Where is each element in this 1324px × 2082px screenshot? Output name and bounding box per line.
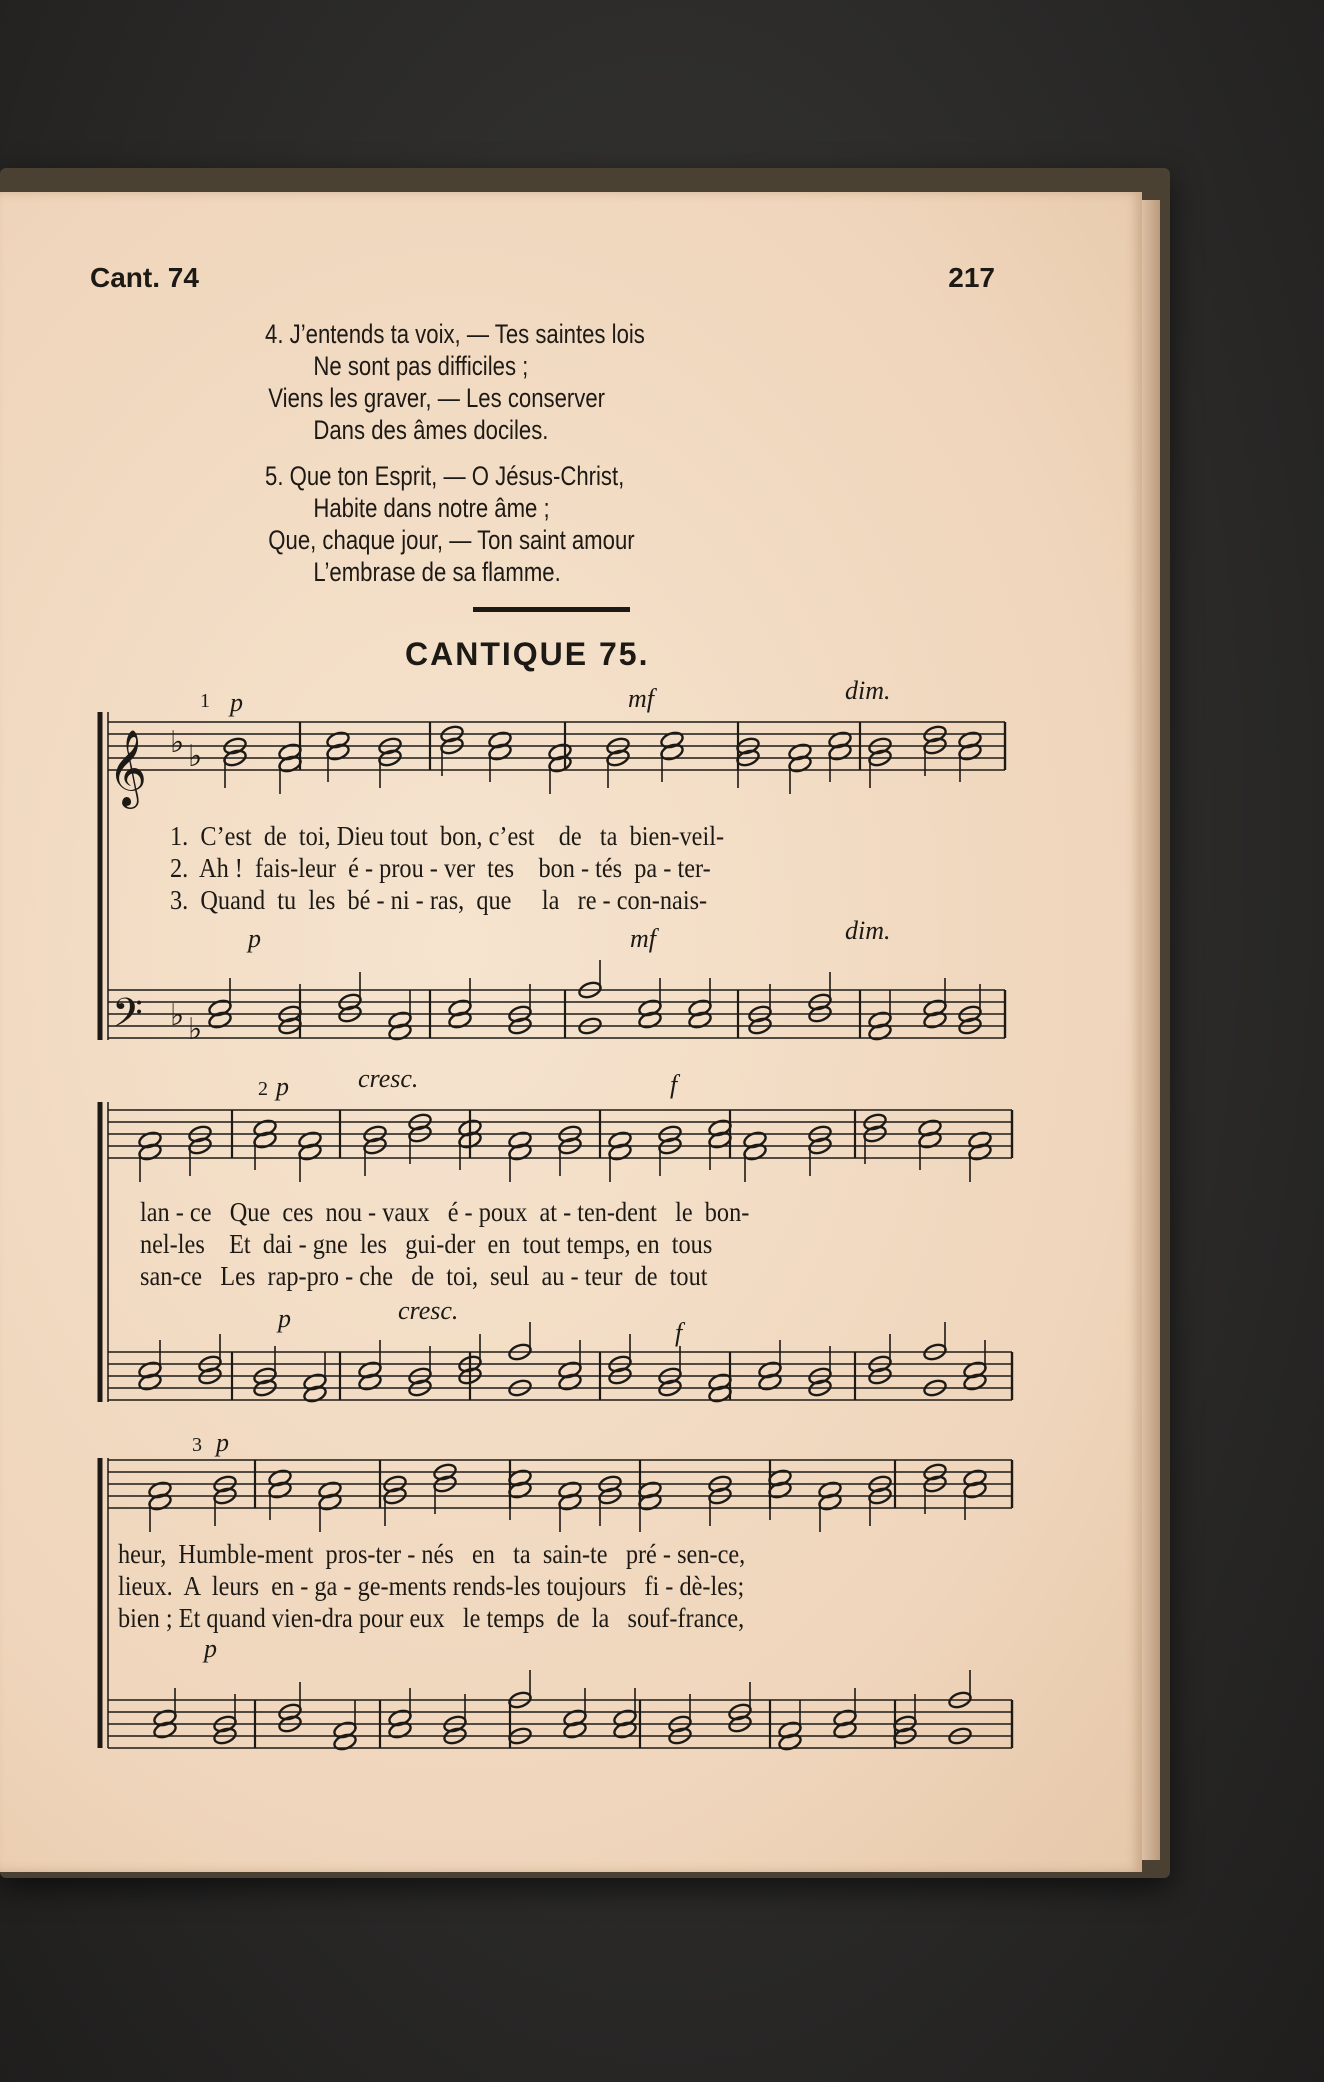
lyrics-system-1: [170, 820, 724, 916]
dynamic-marking: dim.: [845, 916, 891, 945]
dynamic-marking: p: [278, 1304, 291, 1333]
dynamic-marking: dim.: [845, 676, 891, 705]
lyrics-system-3: [118, 1538, 745, 1634]
verse-line: Que ton Esprit, — O Jésus-Christ,: [289, 461, 625, 491]
dynamic-marking: mf: [628, 684, 654, 713]
lyric-line: bien ; Et quand vien-dra pour eux le temps de la souf-france,: [118, 1603, 745, 1633]
treble-clef-icon: 𝄞: [108, 729, 148, 806]
hymn-title: CANTIQUE 75.: [405, 636, 650, 672]
verse-line: Habite dans notre âme ;: [313, 493, 550, 523]
dynamic-marking: p: [204, 1634, 217, 1663]
verse-line: Dans des âmes dociles.: [313, 415, 549, 445]
verse-number: 5.: [265, 461, 284, 491]
flat-icon: ♭: [188, 739, 203, 774]
lyric-line: heur, Humble-ment pros-ter - nés en ta sain-te pré - sen-ce,: [118, 1539, 746, 1569]
dynamic-marking: cresc.: [358, 1064, 419, 1093]
lyrics-system-2: [140, 1196, 749, 1292]
dynamic-marking: f: [675, 1318, 683, 1347]
verse-number: 4.: [265, 319, 284, 349]
verse-line: Que, chaque jour, — Ton saint amour: [268, 525, 635, 555]
flat-icon: ♭: [170, 998, 185, 1033]
verse-line: Ne sont pas difficiles ;: [313, 351, 529, 381]
verse-line: Viens les graver, — Les conserver: [268, 383, 606, 413]
verse-line: J’entends ta voix, — Tes saintes lois: [289, 319, 645, 349]
lyric-line: lieux. A leurs en - ga - ge-ments rends-les toujours fi - dè-les;: [118, 1571, 745, 1601]
dynamic-marking: mf: [630, 924, 656, 953]
system-number: 2: [258, 1078, 268, 1100]
page-number: 217: [948, 262, 995, 293]
running-head: Cant. 74: [90, 262, 199, 293]
dynamic-marking: p: [276, 1072, 289, 1101]
lyric-line: san-ce Les rap-pro - che de toi, seul au - teur de tout: [140, 1261, 708, 1291]
dynamic-marking: f: [670, 1070, 678, 1099]
dynamic-marking: cresc.: [398, 1296, 459, 1325]
dynamic-marking: p: [230, 688, 243, 717]
flat-icon: ♭: [170, 725, 185, 760]
flat-icon: ♭: [188, 1012, 203, 1047]
verse-line: L’embrase de sa flamme.: [313, 557, 561, 587]
lyric-line: 2. Ah ! fais-leur é - prou - ver tes bon - tés pa - ter-: [170, 853, 711, 883]
system-number: 1: [200, 690, 210, 712]
bass-clef-icon: 𝄢: [112, 990, 143, 1046]
lyric-line: lan - ce Que ces nou - vaux é - poux at - ten-dent le bon-: [140, 1197, 750, 1227]
lyric-line: nel-les Et dai - gne les gui-der en tout temps, en tous: [140, 1229, 713, 1259]
lyric-line: 1. C’est de toi, Dieu tout bon, c’est de ta bien-veil-: [170, 821, 725, 851]
system-number: 3: [192, 1434, 202, 1456]
lyric-line: 3. Quand tu les bé - ni - ras, que la re - con-nais-: [170, 885, 708, 915]
dynamic-marking: p: [216, 1428, 229, 1457]
dynamic-marking: p: [248, 924, 261, 953]
